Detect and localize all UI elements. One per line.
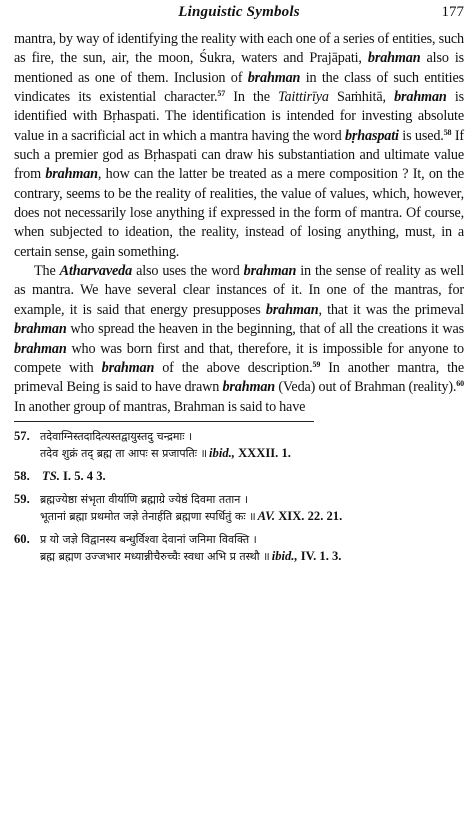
footnote-number: 60.: [14, 531, 30, 546]
footnote-line: [14, 428, 464, 445]
emphasized-term: brahman: [367, 50, 421, 67]
footnote-line: [14, 491, 464, 508]
citation-locator: XIX. 22. 21.: [275, 508, 343, 523]
footnote-number: [14, 445, 40, 462]
text-run: The: [34, 263, 60, 280]
footnote-text: [40, 468, 464, 485]
footnote-marker: 58: [443, 127, 452, 137]
footnote-number: 57.: [14, 428, 30, 443]
sanskrit-verse: ब्रह्म ब्रह्मण उज्जभार मध्यान्नीचैरुच्चैः स्वधा अभि प्र तस्थौ ॥: [40, 549, 270, 563]
footnote-marker: 60: [456, 379, 464, 389]
footnote-text: [40, 491, 464, 508]
sanskrit-verse: भूतानां ब्रह्मा प्रथमोत जज्ञे तेनार्हति ब्रह्मणा स्पर्धितुं कः ॥: [40, 509, 256, 523]
footnote: [14, 491, 464, 525]
citation-locator: XXXII. 1.: [234, 445, 291, 460]
body-paragraph: [14, 30, 464, 262]
sanskrit-verse: तदेव शुक्रं तद् ब्रह्म ता आपः स प्रजापतिः ॥: [40, 446, 208, 460]
text-run: In the: [225, 89, 279, 106]
citation-locator: I. 5. 4 3.: [59, 468, 106, 483]
footnote-number: 58.: [14, 468, 30, 483]
footnote-marker: 57: [217, 89, 226, 99]
citation-source: AV.: [257, 508, 276, 523]
text-run: is identified with Bṛhaspati. The identification is intended for investing absolute value in a sacrificial act in which a mantra having the word: [14, 89, 464, 144]
footnote-rule: [14, 421, 314, 422]
text-run: In another mantra, the primeval Being is said to have drawn: [14, 359, 465, 396]
footnote-number: [14, 508, 40, 525]
footnote-marker: 59: [312, 359, 321, 369]
footnote-line: [14, 531, 464, 548]
emphasized-term: brahman: [222, 379, 276, 396]
citation-source: ibid.,: [271, 548, 298, 563]
footnote-text: [40, 428, 464, 445]
body-text: [14, 30, 464, 417]
footnote-line: [14, 468, 464, 485]
footnote-text: [40, 531, 464, 548]
emphasized-term: brahman: [14, 340, 67, 357]
emphasized-term: brahman: [45, 166, 98, 183]
emphasized-term: Taittirīya: [278, 89, 329, 106]
text-run: If such a premier god as Bṛhaspati can draw his substantiation and ultimate value from: [14, 127, 464, 183]
text-run: , how can the latter be treated as a mere composition ? It, on the contrary, seems to be the reality of realities, the value of values, which, however, does not necessarily lose anything if expressed in the form of mantra. Of course, when subjected to ideation, the reality, instead of losing anything, must, in a certain sense, gain something.: [14, 166, 464, 260]
running-head: Linguistic Symbols: [178, 4, 300, 20]
citation-locator: IV. 1. 3.: [297, 548, 342, 563]
text-run: who spread the heaven in the beginning, that of all the creations it was: [66, 321, 464, 338]
emphasized-term: brahman: [243, 263, 297, 280]
emphasized-term: brahman: [14, 321, 67, 338]
emphasized-term: brahman: [394, 89, 447, 106]
text-run: who was born first and that, therefore, it is impossible for anyone to compete with: [14, 340, 464, 376]
footnote-number: 59.: [14, 491, 30, 506]
footnotes: [14, 428, 464, 565]
sanskrit-verse: प्र यो जज्ञे विद्वानस्य बन्धुर्विश्वा देवानां जनिमा विवक्ति ।: [40, 532, 257, 546]
sanskrit-verse: तदेवाग्निस्तदादित्यस्तद्वायुस्तदु चन्द्रमाः ।: [40, 429, 193, 443]
emphasized-term: bṛhaspati: [344, 127, 399, 144]
text-run: (Veda) out of Brahman (reality).: [275, 379, 457, 396]
emphasized-term: Atharvaveda: [59, 263, 133, 280]
text-run: In another group of mantras, Brahman is said to have: [14, 398, 306, 415]
footnote-line: [14, 508, 464, 525]
footnote-text: [40, 445, 464, 462]
footnote-text: [40, 548, 464, 565]
text-run: Saṁhitā,: [328, 89, 395, 106]
footnote: [14, 468, 464, 485]
text-run: in the class of such entities vindicates its existential character.: [14, 69, 464, 106]
emphasized-term: brahman: [101, 359, 155, 376]
citation-source: ibid.,: [209, 445, 235, 460]
body-paragraph: [14, 262, 464, 417]
citation-source: TS.: [42, 468, 60, 483]
emphasized-term: brahman: [265, 301, 319, 318]
footnote-line: [14, 445, 464, 462]
text-run: in the sense of reality as well as mantra. We have several clear instances of it. In one of the mantras, for example, it is said that energy presupposes: [14, 263, 464, 318]
text-run: also uses the word: [132, 263, 244, 280]
page-number: 177: [441, 4, 464, 20]
footnote-number: [14, 548, 40, 565]
footnote: [14, 428, 464, 462]
text-run: also is mentioned as one of them. Inclusion of: [14, 50, 464, 86]
footnote-text: [40, 508, 464, 525]
text-run: , that it was the primeval: [318, 301, 464, 318]
sanskrit-verse: ब्रह्मज्येष्ठा संभृता वीर्याणि ब्रह्माग्रे ज्येष्ठं दिवमा ततान ।: [40, 492, 249, 506]
page-header: [14, 0, 464, 30]
text-run: is used.: [398, 127, 444, 144]
emphasized-term: brahman: [247, 69, 301, 86]
text-run: mantra, by way of identifying the reality with each one of a series of entities, such as fire, the sun, air, the moon, Śukra, waters and Prajāpati,: [14, 31, 464, 67]
footnote: [14, 531, 464, 565]
text-run: of the above description.: [154, 359, 313, 376]
footnote-line: [14, 548, 464, 565]
